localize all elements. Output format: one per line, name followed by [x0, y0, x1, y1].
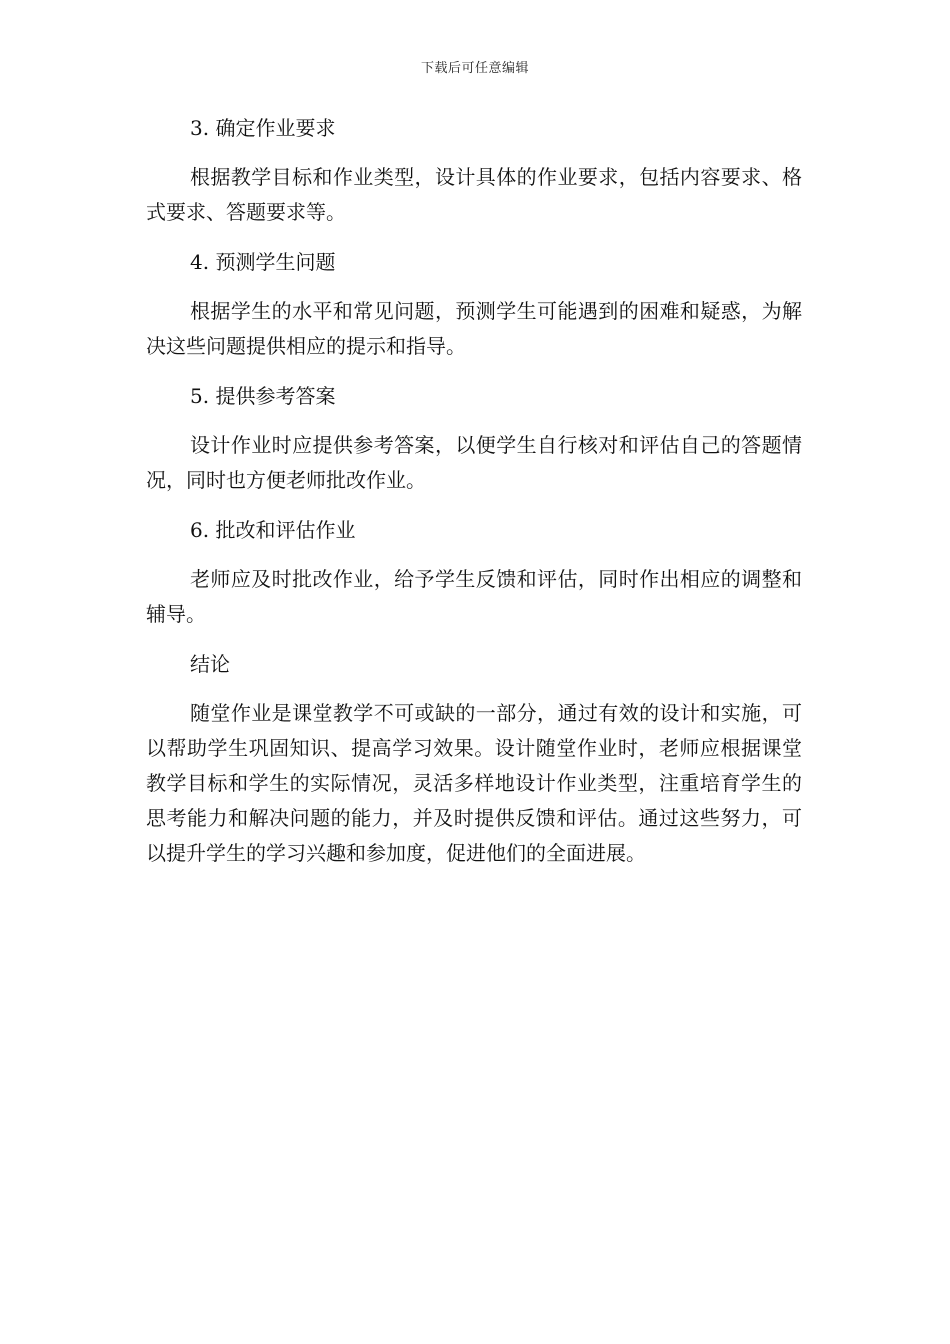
document-body	[146, 110, 802, 885]
conclusion-heading: 结论	[190, 652, 230, 676]
section-heading-6: 6. 批改和评估作业	[190, 518, 356, 542]
section-paragraph-3: 根据教学目标和作业类型，设计具体的作业要求，包括内容要求、格式要求、答题要求等。	[146, 165, 802, 224]
page-header: 下载后可任意编辑	[420, 61, 529, 76]
section-paragraph-5: 设计作业时应提供参考答案，以便学生自行核对和评估自己的答题情况，同时也方便老师批改作业。	[146, 433, 802, 492]
section-heading-3: 3. 确定作业要求	[190, 116, 336, 140]
section-paragraph-6: 老师应及时批改作业，给予学生反馈和评估，同时作出相应的调整和辅导。	[146, 567, 802, 626]
section-paragraph-4: 根据学生的水平和常见问题，预测学生可能遇到的困难和疑惑，为解决这些问题提供相应的提示和指导。	[146, 299, 802, 358]
section-heading-4: 4. 预测学生问题	[190, 250, 336, 274]
section-heading-5: 5. 提供参考答案	[190, 384, 336, 408]
conclusion-paragraph: 随堂作业是课堂教学不可或缺的一部分，通过有效的设计和实施，可以帮助学生巩固知识、提高学习效果。设计随堂作业时，老师应根据课堂教学目标和学生的实际情况，灵活多样地设计作业类型，注重培育学生的思考能力和解决问题的能力，并及时提供反馈和评估。通过这些努力，可以提升学生的学习兴趣和参加度，促进他们的全面进展。	[146, 701, 802, 865]
